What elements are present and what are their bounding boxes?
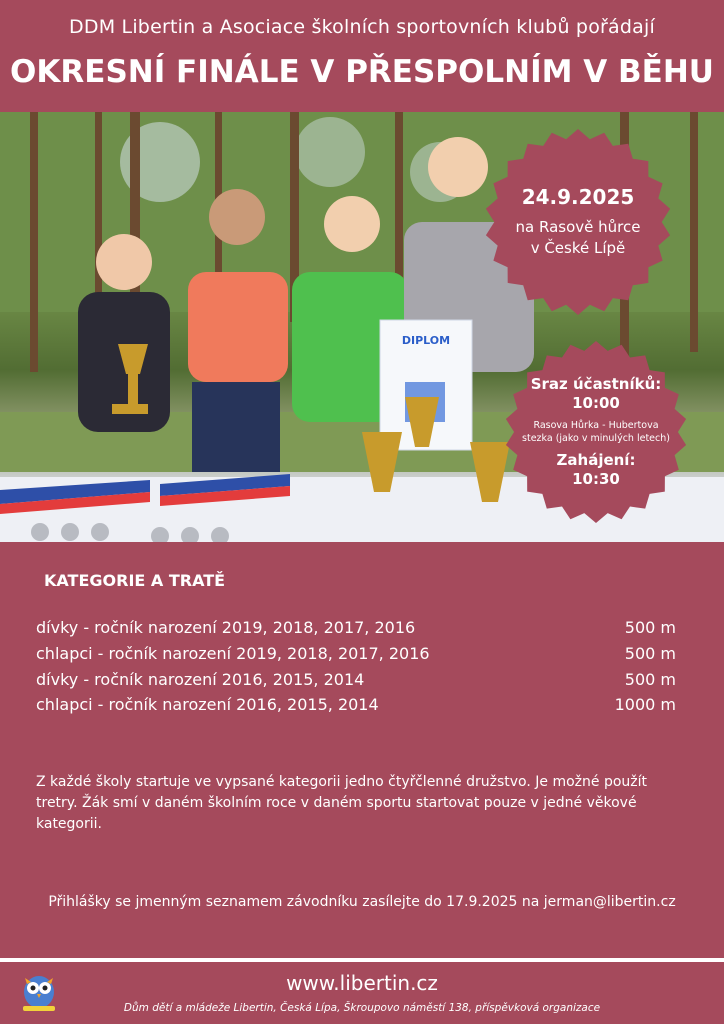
opening-time: 10:30 <box>572 470 620 488</box>
meeting-place-line1: Rasova Hůrka - Hubertova <box>533 420 659 431</box>
event-place-line1: na Rasově hůrce <box>515 218 641 236</box>
page-title: OKRESNÍ FINÁLE V PŘESPOLNÍM V BĚHU <box>10 54 714 90</box>
diploma-label: DIPLOM <box>401 334 451 347</box>
schedule-badge <box>504 340 688 524</box>
category-distance: 500 m <box>624 644 676 663</box>
category-name: dívky - ročník narození 2019, 2018, 2017, 2016 <box>36 618 416 637</box>
category-distance: 500 m <box>624 618 676 637</box>
meeting-place-line2: stezka (jako v minulých letech) <box>522 433 670 444</box>
organizers-text: DDM Libertin a Asociace školních sportovních klubů pořádají <box>69 16 655 38</box>
signup-text: Přihlášky se jmenným seznamem závodníku zasílejte do 17.9.2025 na jerman@libertin.cz <box>48 894 676 910</box>
category-name: chlapci - ročník narození 2016, 2015, 2014 <box>36 695 379 714</box>
meeting-label: Sraz účastníků: <box>530 375 662 393</box>
category-name: dívky - ročník narození 2016, 2015, 2014 <box>36 670 365 689</box>
event-place-line2: v České Lípě <box>530 239 626 257</box>
event-date: 24.9.2025 <box>521 185 635 209</box>
website-link[interactable]: www.libertin.cz <box>286 971 438 995</box>
category-name: chlapci - ročník narození 2019, 2018, 2017, 2016 <box>36 644 430 663</box>
category-distance: 1000 m <box>614 695 676 714</box>
meeting-time: 10:00 <box>572 394 620 412</box>
footer-address: Dům dětí a mládeže Libertin, Česká Lípa, Škroupovo náměstí 138, příspěvková organizace <box>123 1002 601 1014</box>
rules-paragraph: Z každé školy startuje ve vypsané kategorii jedno čtyřčlenné družstvo. Je možné použít tretry. Žák smí v daném školním roce v daném sportu startovat pouze v jedné věkové kategorii. <box>36 774 647 832</box>
category-distance: 500 m <box>624 670 676 689</box>
opening-label: Zahájení: <box>556 451 636 469</box>
footer-divider <box>0 958 724 962</box>
categories-heading: KATEGORIE A TRATĚ <box>44 571 226 590</box>
date-badge <box>484 128 672 316</box>
